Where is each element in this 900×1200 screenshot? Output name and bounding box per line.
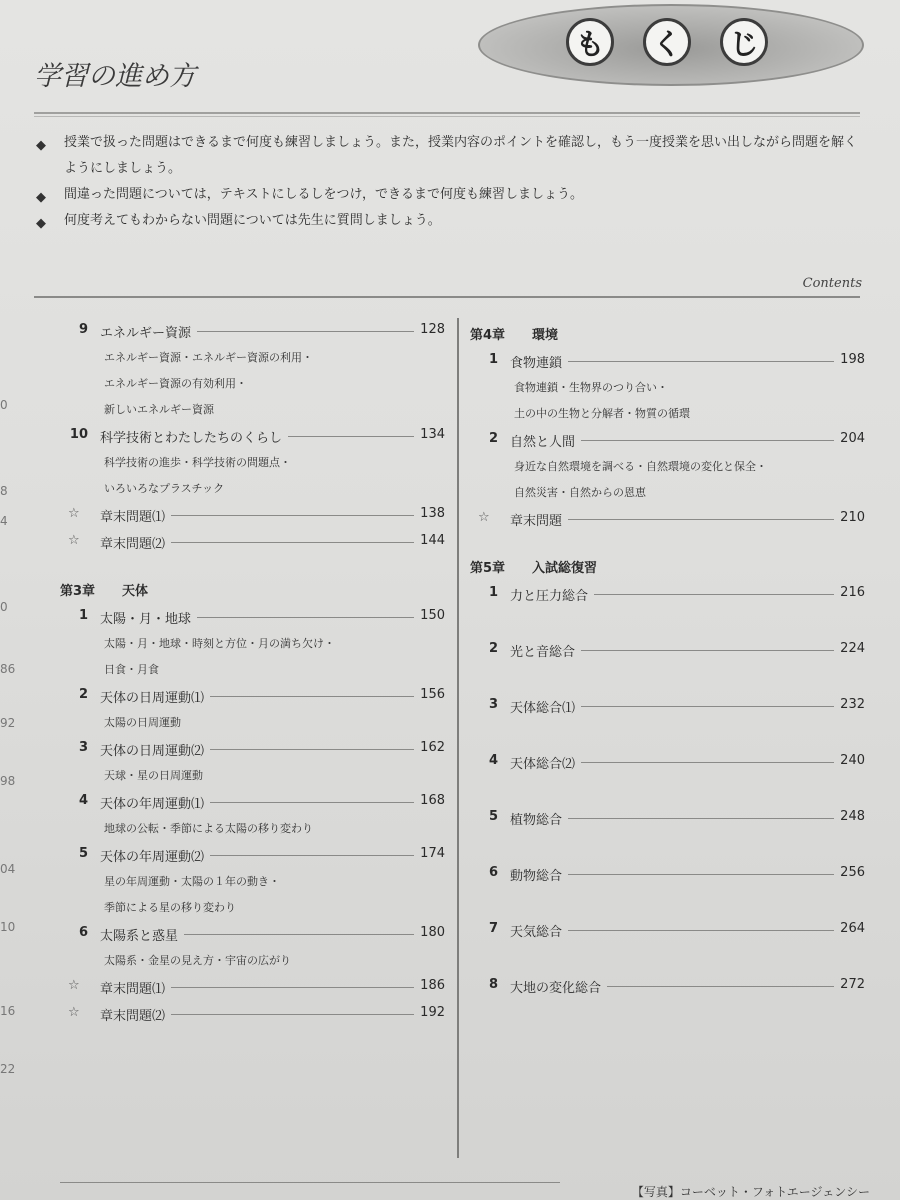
toc-page-number: 138 — [420, 506, 445, 521]
toc-subtopics: 天球・星の日周運動 — [104, 769, 203, 782]
toc-review-entry[interactable] — [60, 974, 445, 1001]
dot-leader — [568, 930, 834, 931]
toc-entry[interactable] — [470, 581, 865, 608]
toc-review-entry[interactable] — [60, 529, 445, 556]
bleed-number: 8 — [0, 484, 8, 498]
toc-page-number: 180 — [420, 925, 445, 940]
toc-subtopics: 日食・月食 — [104, 663, 159, 676]
header-rule — [34, 112, 860, 114]
chapter-title: 天体 — [122, 584, 149, 599]
toc-review-entry[interactable] — [60, 1001, 445, 1028]
toc-chapter-heading — [470, 318, 865, 348]
bleed-number: 98 — [0, 774, 16, 788]
toc-spacer — [470, 664, 865, 693]
toc-entry[interactable] — [60, 423, 445, 450]
toc-page-number: 232 — [840, 697, 865, 712]
contents-label: Contents — [802, 276, 862, 291]
dot-leader — [288, 436, 414, 437]
toc-page-number: 144 — [420, 533, 445, 548]
toc-page-number: 162 — [420, 740, 445, 755]
toc-entry[interactable] — [470, 749, 865, 776]
toc-spacer — [470, 832, 865, 861]
toc-page-number: 240 — [840, 753, 865, 768]
toc-entry-title: 天体の年周運動⑴ — [100, 797, 205, 812]
toc-subtopics: 太陽・月・地球・時刻と方位・月の満ち欠け・ — [104, 637, 335, 650]
mokuji-char-mo: も — [566, 18, 614, 66]
page-title: 学習の進め方 — [34, 61, 196, 92]
toc-spacer — [470, 608, 865, 637]
header-rule-thin — [34, 116, 860, 117]
star-bullet-icon: ☆ — [68, 533, 80, 548]
mokuji-char-ji: じ — [720, 18, 768, 66]
study-rule — [34, 208, 860, 234]
toc-subtopics: 食物連鎖・生物界のつり合い・ — [514, 381, 668, 394]
toc-entry-number: 6 — [488, 865, 498, 880]
dot-leader — [581, 706, 834, 707]
toc-entry-number: 2 — [488, 641, 498, 656]
toc-entry-number: 4 — [488, 753, 498, 768]
bleed-number: 16 — [0, 1004, 16, 1018]
study-rule-text: 授業で扱った問題はできるまで何度も練習しましょう。また，授業内容のポイントを確認し，もう一度授業を思い出しながら問題を解くようにしましょう。 — [64, 135, 858, 176]
toc-entry-title: 動物総合 — [510, 869, 563, 884]
toc-entry[interactable] — [470, 348, 865, 375]
toc-entry[interactable] — [470, 973, 865, 1000]
toc-entry-title: エネルギー資源 — [100, 326, 192, 341]
bleed-number: 0 — [0, 398, 8, 412]
bleed-number: 4 — [0, 514, 8, 528]
dot-leader — [197, 617, 414, 618]
toc-subtopics: 科学技術の進歩・科学技術の問題点・ — [104, 456, 291, 469]
toc-page-number: 192 — [420, 1005, 445, 1020]
toc-page-number: 256 — [840, 865, 865, 880]
toc-entry-number: 3 — [488, 697, 498, 712]
dot-leader — [171, 542, 414, 543]
study-rules-list — [34, 130, 860, 234]
toc-entry-number: 2 — [488, 431, 498, 446]
dot-leader — [568, 818, 834, 819]
toc-entry[interactable] — [470, 693, 865, 720]
toc-entry-title: 章末問題 — [510, 514, 563, 529]
left-page-edge — [0, 0, 14, 1200]
toc-entry-number: 1 — [78, 608, 88, 623]
toc-review-entry[interactable] — [470, 506, 865, 533]
dot-leader — [210, 749, 414, 750]
toc-entry-number: 8 — [488, 977, 498, 992]
toc-entry-title: 天体の日周運動⑵ — [100, 744, 205, 759]
dot-leader — [171, 515, 414, 516]
toc-entry[interactable] — [470, 637, 865, 664]
dot-leader — [184, 934, 414, 935]
toc-subtopics: 新しいエネルギー資源 — [104, 403, 214, 416]
toc-entry-title: 天体の日周運動⑴ — [100, 691, 205, 706]
toc-gap — [470, 533, 865, 551]
toc-subtopics: 自然災害・自然からの恩恵 — [514, 486, 646, 499]
toc-left-column — [60, 318, 445, 1028]
toc-page-number: 134 — [420, 427, 445, 442]
toc-entry-title: 力と圧力総合 — [510, 589, 589, 604]
toc-subtopics: 地球の公転・季節による太陽の移り変わり — [104, 822, 313, 835]
chapter-number: 第3章 — [60, 584, 96, 599]
toc-page-number: 128 — [420, 322, 445, 337]
toc-entry-title: 光と音総合 — [510, 645, 576, 660]
toc-entry-title: 天体の年周運動⑵ — [100, 850, 205, 865]
star-bullet-icon: ☆ — [478, 510, 490, 525]
toc-entry[interactable] — [60, 736, 445, 763]
toc-entry-number: 3 — [78, 740, 88, 755]
toc-page-number: 272 — [840, 977, 865, 992]
star-bullet-icon: ☆ — [68, 1005, 80, 1020]
toc-subtopics: 身近な自然環境を調べる・自然環境の変化と保全・ — [514, 460, 767, 473]
toc-entry[interactable] — [60, 789, 445, 816]
chapter-number: 第5章 — [470, 561, 506, 576]
toc-page-number: 186 — [420, 978, 445, 993]
toc-review-entry[interactable] — [60, 502, 445, 529]
toc-subtopics: いろいろなプラスチック — [104, 482, 225, 495]
toc-entry-title: 太陽・月・地球 — [100, 612, 192, 627]
chapter-number: 第4章 — [470, 328, 506, 343]
dot-leader — [581, 440, 834, 441]
toc-entry-title: 天体総合⑵ — [510, 757, 576, 772]
toc-entry[interactable] — [470, 427, 865, 454]
mokuji-char-ku: く — [643, 18, 691, 66]
dot-leader — [581, 650, 834, 651]
bleed-number: 86 — [0, 662, 16, 676]
toc-page-number: 156 — [420, 687, 445, 702]
footer-rule — [60, 1182, 560, 1183]
toc-gap — [60, 556, 445, 574]
toc-page-number: 210 — [840, 510, 865, 525]
toc-entry[interactable] — [60, 842, 445, 869]
toc-entry-title: 植物総合 — [510, 813, 563, 828]
toc-page-number: 204 — [840, 431, 865, 446]
contents-rule — [34, 296, 860, 298]
dot-leader — [197, 331, 414, 332]
toc-page-number: 224 — [840, 641, 865, 656]
toc-entry[interactable] — [470, 917, 865, 944]
toc-page-number: 216 — [840, 585, 865, 600]
dot-leader — [171, 1014, 414, 1015]
toc-subtopics: エネルギー資源・エネルギー資源の利用・ — [104, 351, 313, 364]
photo-credit: 【写真】コーベット・フォトエージェンシー — [631, 1185, 870, 1199]
dot-leader — [581, 762, 834, 763]
column-divider — [457, 318, 459, 1158]
toc-entry-title: 科学技術とわたしたちのくらし — [100, 431, 283, 446]
toc-entry-number: 10 — [69, 427, 88, 442]
dot-leader — [210, 802, 414, 803]
study-rule — [34, 182, 860, 208]
dot-leader — [568, 874, 834, 875]
toc-entry[interactable] — [470, 805, 865, 832]
toc-entry-title: 大地の変化総合 — [510, 981, 602, 996]
bleed-number: 0 — [0, 600, 8, 614]
toc-entry-number: 4 — [78, 793, 88, 808]
toc-right-column — [470, 318, 865, 1000]
toc-entry[interactable] — [60, 683, 445, 710]
diamond-bullet-icon: ◆ — [36, 216, 46, 231]
toc-spacer — [470, 888, 865, 917]
toc-entry[interactable] — [60, 318, 445, 345]
study-rule-text: 間違った問題については，テキストにしるしをつけ，できるまで何度も練習しましょう。 — [64, 187, 583, 202]
star-bullet-icon: ☆ — [68, 506, 80, 521]
toc-subtopics: エネルギー資源の有効利用・ — [104, 377, 247, 390]
toc-subtopics: 土の中の生物と分解者・物質の循環 — [514, 407, 690, 420]
diamond-bullet-icon: ◆ — [36, 138, 46, 153]
toc-entry-title: 章末問題⑴ — [100, 982, 166, 997]
toc-subtopics: 星の年周運動・太陽の１年の動き・ — [104, 875, 280, 888]
study-rule-text: 何度考えてもわからない問題については先生に質問しましょう。 — [64, 213, 441, 228]
star-bullet-icon: ☆ — [68, 978, 80, 993]
toc-entry-title: 章末問題⑵ — [100, 537, 166, 552]
toc-entry-number: 2 — [78, 687, 88, 702]
toc-subtopics: 季節による星の移り変わり — [104, 901, 236, 914]
toc-entry[interactable] — [60, 604, 445, 631]
dot-leader — [171, 987, 414, 988]
toc-entry-number: 5 — [78, 846, 88, 861]
bleed-number: 22 — [0, 1062, 16, 1076]
bleed-number: 04 — [0, 862, 16, 876]
toc-chapter-heading — [60, 574, 445, 604]
bleed-number: 92 — [0, 716, 16, 730]
toc-entry[interactable] — [470, 861, 865, 888]
toc-entry-number: 1 — [488, 585, 498, 600]
study-rule — [34, 130, 860, 182]
toc-entry-title: 章末問題⑴ — [100, 510, 166, 525]
toc-entry-title: 食物連鎖 — [510, 356, 563, 371]
toc-entry-title: 天体総合⑴ — [510, 701, 576, 716]
chapter-title: 環境 — [532, 328, 559, 343]
toc-page-number: 168 — [420, 793, 445, 808]
dot-leader — [210, 696, 414, 697]
toc-entry-number: 7 — [488, 921, 498, 936]
toc-entry-title: 章末問題⑵ — [100, 1009, 166, 1024]
toc-page-number: 150 — [420, 608, 445, 623]
toc-entry-number: 1 — [488, 352, 498, 367]
toc-page-number: 264 — [840, 921, 865, 936]
toc-entry[interactable] — [60, 921, 445, 948]
toc-entry-number: 6 — [78, 925, 88, 940]
toc-spacer — [470, 776, 865, 805]
dot-leader — [210, 855, 414, 856]
toc-page-number: 174 — [420, 846, 445, 861]
chapter-title: 入試総復習 — [532, 561, 598, 576]
dot-leader — [594, 594, 834, 595]
toc-subtopics: 太陽系・金星の見え方・宇宙の広がり — [104, 954, 291, 967]
toc-entry-title: 太陽系と惑星 — [100, 929, 179, 944]
toc-page-number: 248 — [840, 809, 865, 824]
toc-entry-number: 9 — [78, 322, 88, 337]
toc-entry-number: 5 — [488, 809, 498, 824]
toc-subtopics: 太陽の日周運動 — [104, 716, 181, 729]
toc-page-number: 198 — [840, 352, 865, 367]
bleed-number: 10 — [0, 920, 16, 934]
dot-leader — [568, 361, 834, 362]
diamond-bullet-icon: ◆ — [36, 190, 46, 205]
toc-spacer — [470, 944, 865, 973]
toc-entry-title: 自然と人間 — [510, 435, 576, 450]
dot-leader — [607, 986, 834, 987]
toc-entry-title: 天気総合 — [510, 925, 563, 940]
toc-chapter-heading — [470, 551, 865, 581]
dot-leader — [568, 519, 834, 520]
toc-spacer — [470, 720, 865, 749]
